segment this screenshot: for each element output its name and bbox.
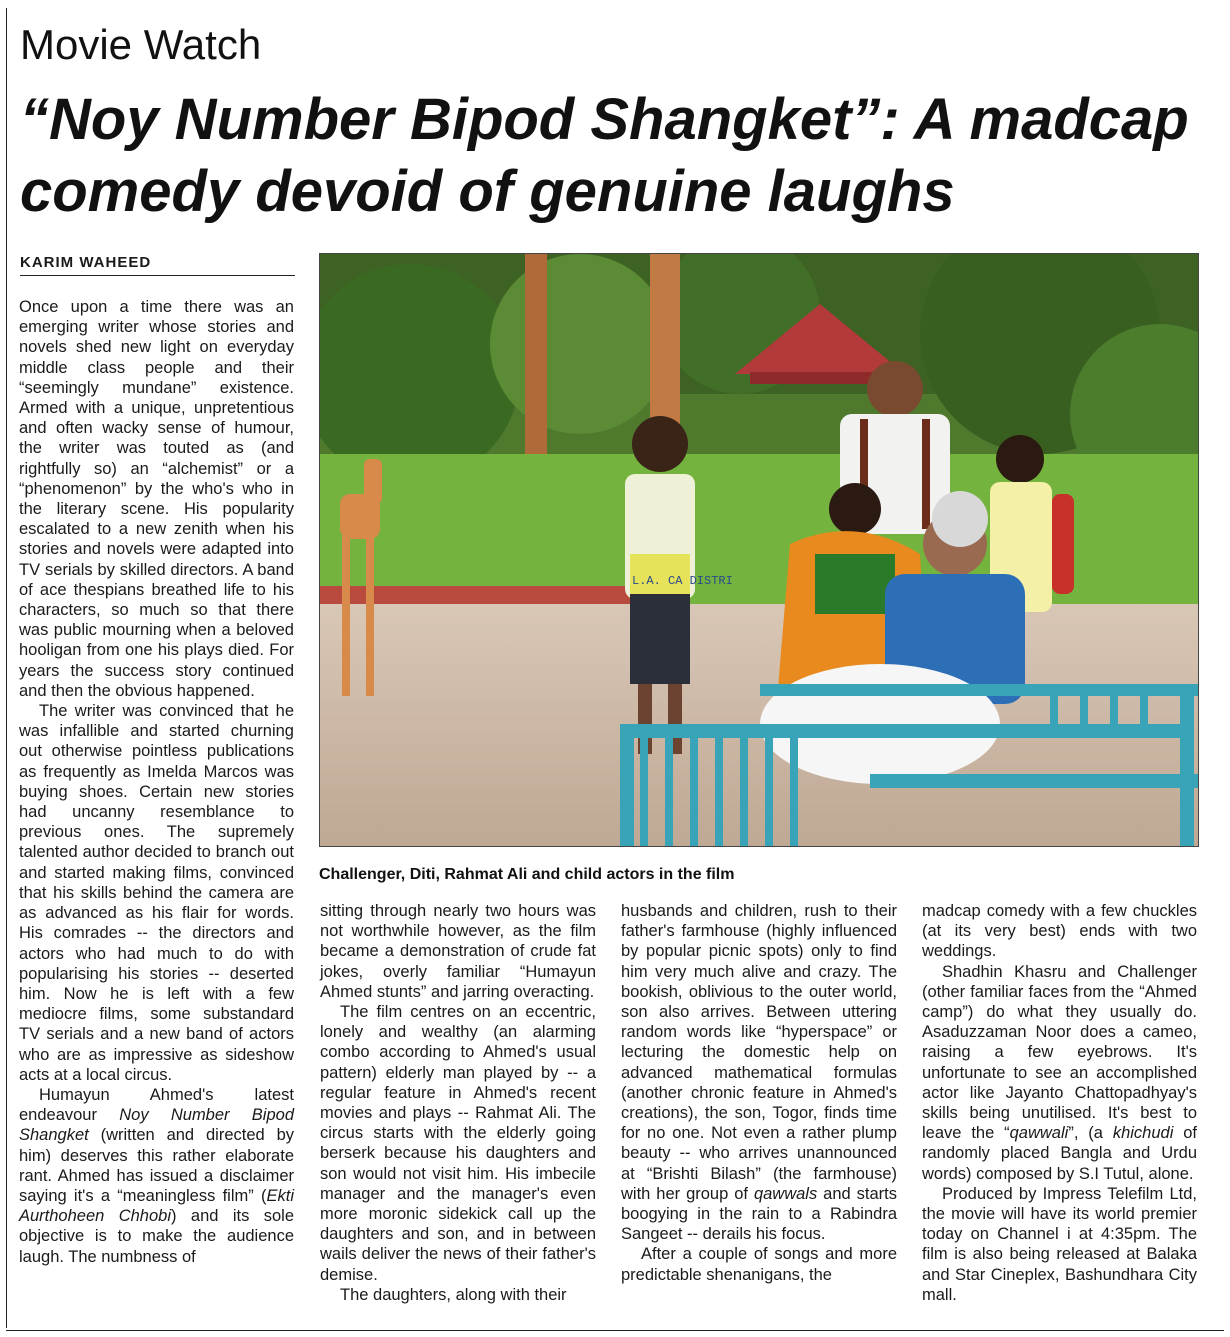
left-column-rule [6, 8, 7, 1328]
paragraph: The daughters, along with their [340, 1285, 567, 1304]
paragraph: sitting through nearly two hours was not worthwhile however, as the film became a demonstration of crude fat jokes, overly familiar “Humayun Ahmed stunts” and jarring overacting. [320, 902, 596, 1001]
article-column-1 [19, 297, 294, 1267]
article-column-4 [922, 901, 1197, 1305]
article-photo [319, 253, 1199, 847]
paragraph: madcap comedy with a few chuckles (at its very best) ends with two weddings. [922, 902, 1197, 961]
paragraph: Humayun Ahmed's latest endeavour Noy Number Bipod Shangket (written and directed by him) deserves this rather elaborate rant. Ahmed has issued a disclaimer saying it's a “meaningless film” (Ekti Aurthoheen Chhobi) and its sole objective is to make the audience laugh. The numbness of [19, 1085, 294, 1266]
shirt-text: L.A. CA DISTRI [632, 574, 733, 588]
headline: “Noy Number Bipod Shangket”: A madcap comedy devoid of genuine laughs [20, 87, 1189, 224]
paragraph: The film centres on an eccentric, lonely and wealthy (an alarming combo according to Ahmed's usual pattern) elderly man played by -- a regular feature in Ahmed's recent movies and plays -- Rahmat Ali. The circus starts with the elderly going berserk because his daughters and son would not visit him. His imbecile manager and the manager's even more moronic sidekick call up the daughters and son, and in between wails deliver the news of their father's demise. [320, 1003, 596, 1284]
bottom-rule [6, 1330, 1224, 1331]
film-still-illustration [320, 254, 1198, 846]
section-label: Movie Watch [20, 21, 262, 68]
paragraph: Shadhin Khasru and Challenger (other familiar faces from the “Ahmed camp”) do what they usually do. Asaduzzaman Noor does a cameo, raising a few eyebrows. It's unfortunate to see an accomplished actor like Jayanto Chattopadhyay's skills being unutilised. It's best to leave the “qawwali”, (a khichudi of randomly placed Bangla and Urdu words) composed by S.I Tutul, alone. [922, 962, 1198, 1183]
paragraph: The writer was convinced that he was infallible and started churning out otherwise pointless publications as frequently as Imelda Marcos was buying shoes. Certain new stories had uncanny resemblance to previous ones. The supremely talented author decided to branch out and started making films, convinced that his skills behind the camera are as advanced as his flair for words. His comrades -- the directors and actors who had much to do with popularising his stories -- deserted him. Now he is left with a few mediocre films, some substandard TV serials and a new band of actors who are as impressive as sideshow acts at a local circus. [19, 702, 294, 1084]
photo-caption: Challenger, Diti, Rahmat Ali and child actors in the film [319, 866, 735, 883]
byline: KARIM WAHEED [20, 254, 295, 276]
paragraph: husbands and children, rush to their father's farmhouse (highly influenced by popular picnic spots) only to find him very much alive and crazy. The bookish, oblivious to the outer world, son also arrives. Between uttering random words like “hyperspace” or lecturing the domestic help on advanced mathematical formulas (another chronic feature in Ahmed's creations), the son, Togor, finds time for no one. Not even a rather plump beauty -- who arrives unannounced at “Brishti Bilash” (the farmhouse) with her group of qawwals and starts boogying in the rain to a Rabindra Sangeet -- derails his focus. [621, 902, 897, 1244]
paragraph: Produced by Impress Telefilm Ltd, the movie will have its world premier today on Channel i at 4:35pm. The film is also being released at Balaka and Star Cineplex, Bashundhara City mall. [922, 1184, 1197, 1304]
paragraph: After a couple of songs and more predictable shenanigans, the [621, 1245, 897, 1284]
paragraph: Once upon a time there was an emerging writer whose stories and novels shed new light on everyday middle class people and their “seemingly mundane” existence. Armed with a unique, unpretentious and often wacky sense of humour, the writer was touted as (and rightfully so) an “alchemist” or a “phenomenon” by the who's who in the literary scene. His popularity escalated to a new zenith when his stories and novels were adapted into TV serials by skilled directors. A band of ace thespians breathed life to his characters, so much so that there was public mourning when a beloved hooligan from one his plays died. For years the success story continued and then the obvious happened. [19, 298, 294, 700]
article-column-2 [320, 901, 596, 1305]
article-column-3 [621, 901, 897, 1285]
